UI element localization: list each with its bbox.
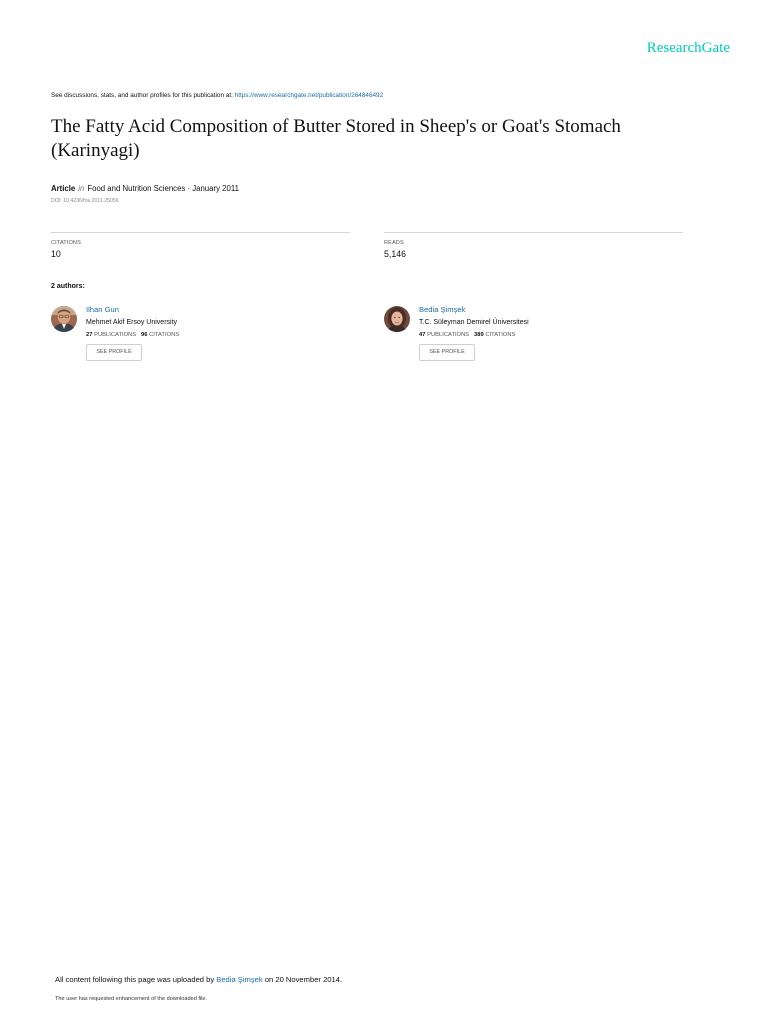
publication-link[interactable]: https://www.researchgate.net/publication/264846492 [234,92,384,99]
author-name-link[interactable]: Ilhan Gun [86,305,119,314]
researchgate-logo[interactable]: ResearchGate [646,40,730,56]
publication-meta [51,184,239,193]
reads-value: 5,146 [384,249,407,259]
authors-heading: 2 authors: [51,283,85,290]
discussion-line [51,92,383,99]
publications-label: PUBLICATIONS [94,332,137,338]
author-institution: T.C. Süleyman Demirel Üniversitesi [419,319,529,326]
in-word: in [78,184,85,193]
publication-count: 47 [419,332,426,338]
upload-notice [55,975,342,984]
author-name-link[interactable]: Bedia Şimşek [419,305,466,314]
citations-label: CITATIONS [149,332,180,338]
publication-doi: DOI: 10.4236/fns.2011.25056 [51,198,119,204]
author-institution: Mehmet Akif Ersoy University [86,319,178,326]
avatar[interactable] [384,306,410,332]
reads-stat [384,232,683,259]
reads-label: READS [384,240,404,246]
publication-type: Article [51,184,76,193]
upload-suffix: on 20 November 2014. [262,975,343,984]
citations-label: CITATIONS [51,240,81,246]
citations-value: 10 [51,249,61,259]
publications-label: PUBLICATIONS [427,332,470,338]
citations-stat [51,232,350,259]
uploader-link[interactable]: Bedia Şimşek [216,975,263,984]
see-profile-button[interactable]: SEE PROFILE [86,344,142,361]
enhancement-note: The user has requested enhancement of the downloaded file. [55,996,208,1002]
publication-count: 27 [86,332,93,338]
citations-label: CITATIONS [485,332,516,338]
upload-prefix: All content following this page was uploaded by [55,975,217,984]
author-stats [86,332,179,338]
publication-title: The Fatty Acid Composition of Butter Stored in Sheep's or Goat's Stomach (Karinyagi) [51,116,621,161]
discussion-prefix: See discussions, stats, and author profiles for this publication at: [51,92,235,99]
avatar[interactable] [51,306,77,332]
citation-count: 389 [474,332,484,338]
citation-count: 96 [141,332,148,338]
author-stats [419,332,529,338]
see-profile-button[interactable]: SEE PROFILE [419,344,475,361]
journal-date: Food and Nutrition Sciences · January 2011 [87,184,239,193]
